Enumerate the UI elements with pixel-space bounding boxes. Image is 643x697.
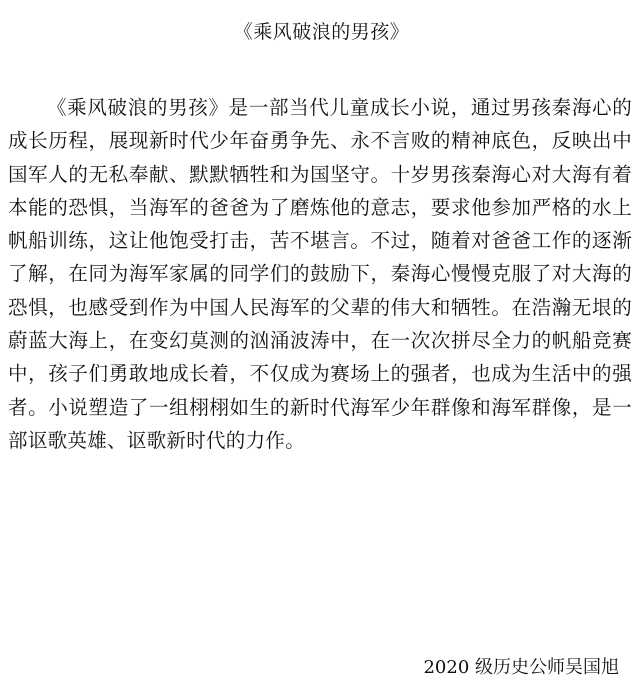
document-body-paragraph: 《乘风破浪的男孩》是一部当代儿童成长小说，通过男孩秦海心的成长历程，展现新时代少年奋勇争先、永不言败的精神底色，反映出中国军人的无私奉献、默默牺牲和为国坚守。十岁男孩秦海心对大海有着本能的恐惧，当海军的爸爸为了磨炼他的意志，要求他参加严格的水上帆船训练，这让他饱受打击，苦不堪言。不过，随着对爸爸工作的逐渐了解，在同为海军家属的同学们的鼓励下，秦海心慢慢克服了对大海的恐惧，也感受到作为中国人民海军的父辈的伟大和牺牲。在浩瀚无垠的蔚蓝大海上，在变幻莫测的汹涌波涛中，在一次次拼尽全力的帆船竞赛中，孩子们勇敢地成长着，不仅成为赛场上的强者，也成为生活中的强者。小说塑造了一组栩栩如生的新时代海军少年群像和海军群像，是一部讴歌英雄、讴歌新时代的力作。 — [8, 96, 632, 452]
document-title: 《乘风破浪的男孩》 — [233, 21, 410, 43]
author-signature: 2020 级历史公师吴国旭 — [423, 657, 619, 678]
